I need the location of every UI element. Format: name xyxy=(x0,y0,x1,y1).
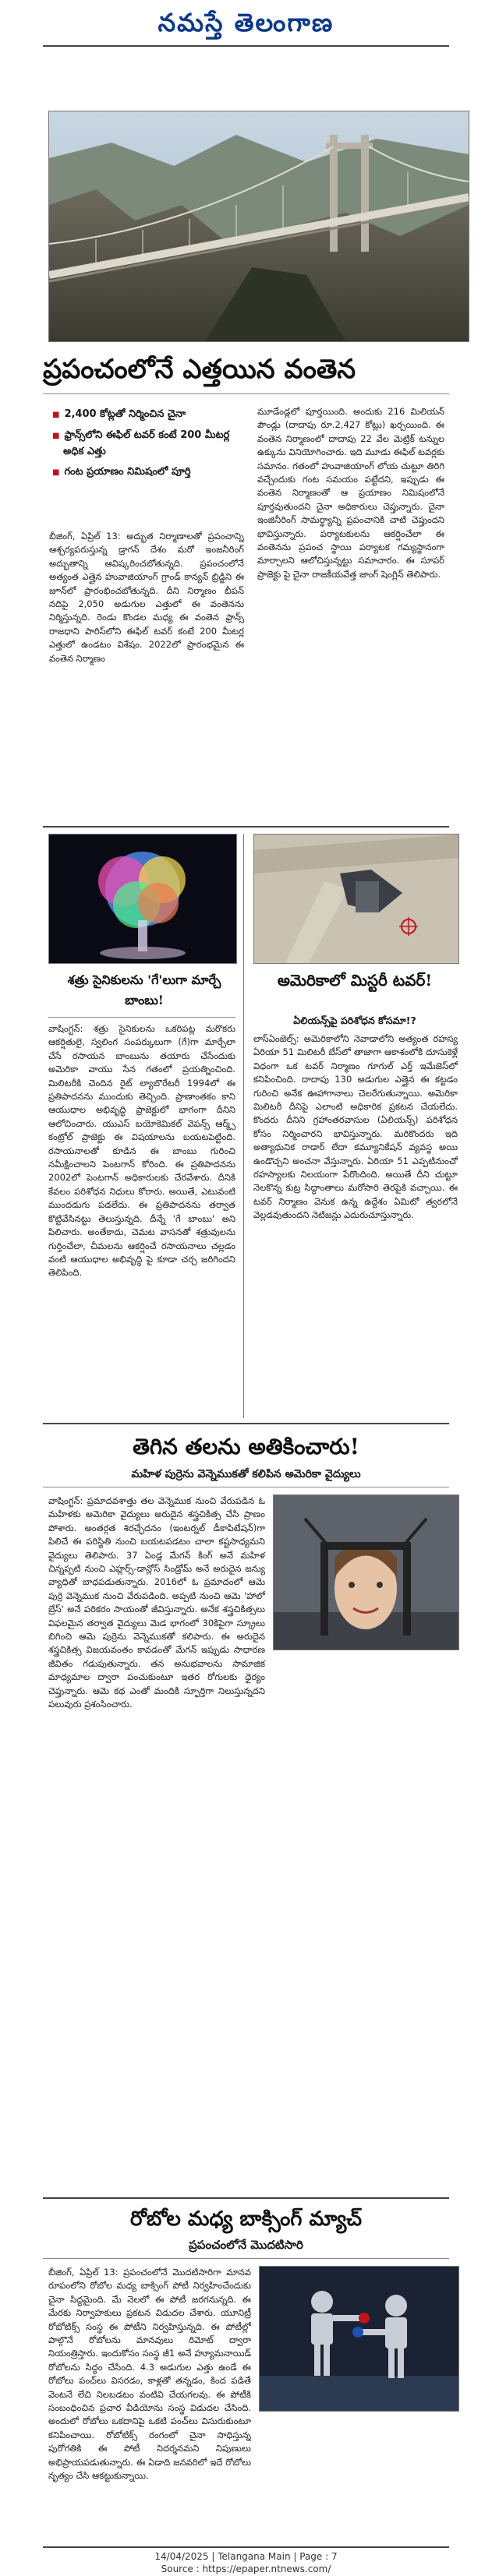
story1-body-right: మూడేండ్లలో పూర్తయింది. అందుకు 216 మిలియన్ పౌండ్లు (దాదాపు రూ.2,427 కోట్లు) ఖర్చయింది. ఈ వంతెన నిర్మాణంలో దాదాపు 22 వేల మెట్రిక్ టన్నుల ఉక్కును వినియోగించారు. ఇది మూడు ఈఫిల్ టవర్లకు సమానం. గతంలో హువాజియాంగ్ లోయ చుట్టూ తిరిగి వచ్చేందుకు గంట సమయం పట్టేదని, ఇప్పుడు ఈ వంతెన నిర్మాణంతో ఆ ప్రయాణం నిమిషంలోనే పూర్తవుతుందని చైనా అధికారులు చెప్తున్నారు. చైనా ఇంజినీరింగ్ సామర్థ్యాన్ని ప్రపంచానికి చాటి చెప్తుందని భావిస్తున్నారు. పర్యాటకులను ఆకర్షించేలా ఈ వంతెనను ప్రపంచ స్థాయి పర్యాటక గమ్యస్థానంగా మార్చాలని ఆలోచిస్తున్నట్టు సమాచారం. ఈ సూపర్ ప్రాజెక్టు పై చైనా రాజకీయవేత్త జాంగ్ షెంగ్లిన్ తెలిపారు. xyxy=(257,406,444,580)
masthead-rule xyxy=(43,45,449,47)
robot-boxing-photo xyxy=(259,2266,459,2412)
story4-headline: తెగిన తలను అతికించారు! xyxy=(133,1434,359,1459)
section-rule xyxy=(43,1423,449,1424)
story2-headline: శత్రు సైనికులను 'గే'లుగా మార్చే బాంబు! xyxy=(67,972,221,1007)
masthead xyxy=(0,0,492,47)
story1-rule xyxy=(43,393,449,394)
story5-headline: రోబోల మధ్య బాక్సింగ్ మ్యాచ్ xyxy=(130,2207,362,2231)
story3-body: లాస్ఏంజెల్స్: అమెరికాలోని నెవాడాలోని అత్యంత రహస్య ఏరియా 51 మిలిటరీ బేస్‌లో తాజాగా ఆకాశంలోకి దూసుకెళ్లే విధంగా ఒక టవర్ నిర్మాణం గూగుల్ ఎర్త్ ఇమేజెస్‌లో కనిపించింది. దాదాపు 130 అడుగుల ఎత్తైన ఈ కట్టడం గురించి అనేక ఊహాగానాలు చెలరేగుతున్నాయి. అమెరికా మిలిటరీ దీనిపై ఎలాంటి అధికారిక ప్రకటన చేయలేదు. కొందరు దీనిని గ్రహాంతరవాసుల (ఏలియన్స్) పరిశోధన కోసం నిర్మించారని భావిస్తున్నారు. మరికొందరు ఇది అత్యాధునిక రాడార్ లేదా కమ్యూనికేషన్ వ్యవస్థ అయి ఉండొచ్చని అంచనా వేస్తున్నారు. ఏరియా 51 ఎప్పటినుంచో రహస్యాలకు నిలయంగా పేరొందింది. అయితే దీని చుట్టూ నెలకొన్న కుట్ర సిద్ధాంతాలు మరోసారి తెరపైకి వచ్చాయి. ఈ టవర్ నిర్మాణం వెనుక ఉన్న ఉద్దేశం ఏమిటో త్వరలోనే వెల్లడవుతుందని నెటిజన్లు ఎదురుచూస్తున్నారు. xyxy=(253,1033,458,1221)
bridge-photo xyxy=(48,111,469,342)
chemical-cloud-photo xyxy=(48,834,237,964)
story1-bullets xyxy=(51,405,238,485)
story2-rule xyxy=(48,1017,235,1018)
story4-body: వాషింగ్టన్: ప్రమాదవశాత్తు తల వెన్నెముక నుంచి వేరుపడిన ఓ మహిళకు అమెరికా వైద్యులు అరుదైన శస్త్రచికిత్స చేసి ప్రాణం పోశారు. అంతర్గత శిరచ్ఛేదనం (ఇంటర్నల్ డీకాపిటేషన్)గా పిలిచే ఈ పరిస్థితి నుంచి బయటపడటం చాలా కష్టసాధ్యమని వైద్యులు తెలిపారు. 37 ఏండ్ల మేగన్ కింగ్ అనే మహిళ చిన్నప్పటి నుంచి ఎహ్లర్స్-డాన్లోస్ సిండ్రోమ్ అనే అరుదైన జన్యు వ్యాధితో బాధపడుతున్నారు. 2016లో ఓ ప్రమాదంలో ఆమె పుర్రె వెన్నెముక నుంచి వేరుపడింది. అప్పటి నుంచి ఆమె 'హాలో బ్రేస్' అనే పరికరం సాయంతో జీవిస్తున్నారు. అనేక శస్త్రచికిత్సలు విఫలమైన తర్వాత వైద్యులు మెడ భాగంలో 30కిపైగా స్క్రూలు బిగించి ఆమె పుర్రెను వెన్నెముకతో కలిపారు. ఈ అరుదైన శస్త్రచికిత్స విజయవంతం కావడంతో మేగన్ ఇప్పుడు సాధారణ జీవితం గడుపుతున్నారు. తన అనుభవాలను సామాజిక మాధ్యమాల ద్వారా పంచుకుంటూ ఇతర రోగులకు ధైర్యం చెప్తున్నారు. ఆమె కథ ఎంతో మందికి స్ఫూర్తిగా నిలుస్తున్నదని పలువురు ప్రశంసించారు. xyxy=(48,1495,265,1710)
story4-body-continued xyxy=(48,1656,458,2193)
story5-subhead: ప్రపంచంలోనే మొదటిసారి xyxy=(189,2238,303,2252)
footer-edition: 14/04/2025 | Telangana Main | Page : 7 xyxy=(154,2551,338,2562)
column-divider xyxy=(243,834,244,1418)
satellite-photo xyxy=(253,834,459,964)
story1-body-left: బీజింగ్, ఏప్రిల్ 13: అద్భుత నిర్మాణాలతో ప్రపంచాన్ని ఆశ్చర్యపరుస్తున్న డ్రాగన్ దేశం మరో ఇంజనీరింగ్ అద్భుతాన్ని ఆవిష్కరించబోతున్నది. ప్రపంచంలోనే అత్యంత ఎత్తైన హువాజియాంగ్ గ్రాండ్ కాన్యన్ బ్రిడ్జిని ఈ జూన్‌లో ప్రారంభించబోతున్నది. దీని నిర్మాణం బీపన్ నదిపై 2,050 అడుగుల ఎత్తులో ఈ వంతెనను నిర్మిస్తున్నది. రెండు కొండల మధ్య ఈ వంతెన ఫ్రాన్స్ రాజధాని పారిస్‌లోని ఈఫిల్ టవర్ కంటే 200 మీటర్ల ఎత్తులో ఉండటం విశేషం. 2022లో ప్రారంభమైన ఈ వంతెన నిర్మాణం xyxy=(49,531,244,664)
bullet-item: ■ గంట ప్రయాణం నిమిషంలో పూర్తి xyxy=(63,464,238,481)
bullet-item: ■ 2,400 కోట్లతో నిర్మించిన చైనా xyxy=(63,407,238,423)
story2-body: వాషింగ్టన్: శత్రు సైనికులను ఒకరిపట్ల మరొకరు ఆకర్షితులై, స్వలింగ సంపర్కులుగా (గే)గా మార్చేలా చేసే రసాయన బాంబును తయారు చేసేందుకు అమెరికా వాయు సేన గతంలో ప్రయత్నించింది. మిలిటరీకి చెందిన రైట్ ల్యాబొరేటరీ 1994లో ఈ ప్రతిపాదనను ముందుకు తెచ్చింది. ప్రాణాంతకం కాని ఆయుధాల అభివృద్ధి ప్రాజెక్టులో భాగంగా దీనిని ఆలోచించారు. యుఎస్ బయోకెమికల్ వెపన్స్ ఆర్మ్స్ కంట్రోల్ ప్రాజెక్టు ఈ విషయాలను బయటపెట్టింది. రసాయనాలతో కూడిన ఈ బాంబు గురించి నమీక్షించాలని పెంటగాన్ కోరింది. ఈ ప్రతిపాదనను 2002లో పెంటగాన్ అధికారులకు చేరవేశారు. దీనికి కేవలం పరిశోధన నిధులు కోరారు. అయితే, ఎటువంటి ముందడుగు పడలేదు. ఈ ప్రతిపాదనను తర్వాత కొట్టివేసినట్టు తెలుస్తున్నది. దీన్నే 'గే బాంబు' అని పిలిచారు. అంతేకాదు, చెమట వాసనతో శత్రువులను గుర్తించేలా, చీమలను ఆకర్షించే రసాయనాలు చల్లడం వంటి ఆయుధాల అభివృద్ధి పై కూడా చర్చ జరిగిందని తెలిపింది. xyxy=(48,1023,235,1279)
footer-source: Source : https://epaper.ntnews.com/ xyxy=(161,2564,331,2574)
story5-body: బీజింగ్, ఏప్రిల్ 13: ప్రపంచంలోనే మొదటిసారిగా మానవ రూపంలోని రోబోల మధ్య బాక్సింగ్ పోటీ నిర్వహించేందుకు చైనా సిద్ధమైంది. మే నెలలో ఈ పోటీ జరగనున్నది. ఈ మేరకు నిర్వాహకులు ప్రకటన విడుదల చేశారు. యూనిట్రీ రోబోటిక్స్ సంస్థ ఈ పోటీని నిర్వహిస్తున్నది. ఈ పోటీల్లో పాల్గొనే రోబోలను మానవులు రిమోట్ ద్వారా నియంత్రిస్తారు. ఇందుకోసం సంస్థ జీ1 అనే హ్యూమనాయిడ్ రోబోలను సిద్ధం చేసింది. 4.3 అడుగుల ఎత్తు ఉండే ఈ రోబోలు పంచ్‌లు విసరడం, కాళ్లతో తన్నడం, కింద పడితే వెంటనే లేచి నిలబడటం వంటివి చేయగలవు. ఈ పోటీకి సంబంధించిన ప్రచార వీడియోను సంస్థ విడుదల చేసింది. అందులో రోబోలు ఒకదానిపై ఒకటి పంచ్‌లు విసురుకుంటూ కనిపించాయి. రోబోటిక్స్ రంగంలో చైనా సాధిస్తున్న పురోగతికి ఈ పోటీ నిదర్శనమని నిపుణులు అభిప్రాయపడుతున్నారు. ఈ ఏడాది జనవరిలో ఇదే రోబోలు నృత్యం చేసి ఆకట్టుకున్నాయి. xyxy=(48,2267,251,2482)
story3-headline: అమెరికాలో మిస్టరీ టవర్! xyxy=(277,971,433,990)
newspaper-title: నమస్తే తెలంగాణ xyxy=(158,8,334,37)
section-rule xyxy=(43,2197,449,2199)
patient-photo xyxy=(273,1494,459,1650)
bullet-item: ■ ఫ్రాన్స్‌లోని ఈఫిల్ టవర్ కంటే 200 మీటర్ల అధిక ఎత్తు xyxy=(63,428,238,460)
story3-subhead: ఏలియన్స్‌పై పరిశోధన కోసమా!? xyxy=(293,1015,416,1026)
footer-rule xyxy=(43,2546,449,2548)
story5-rule xyxy=(43,2258,449,2259)
story4-subhead: మహిళ పుర్రెను వెన్నెముకతో కలిపిన అమెరికా వైద్యులు xyxy=(131,1468,361,1480)
story1-headline: ప్రపంచంలోనే ఎత్తయిన వంతెన xyxy=(43,354,356,385)
section-rule xyxy=(43,826,449,827)
